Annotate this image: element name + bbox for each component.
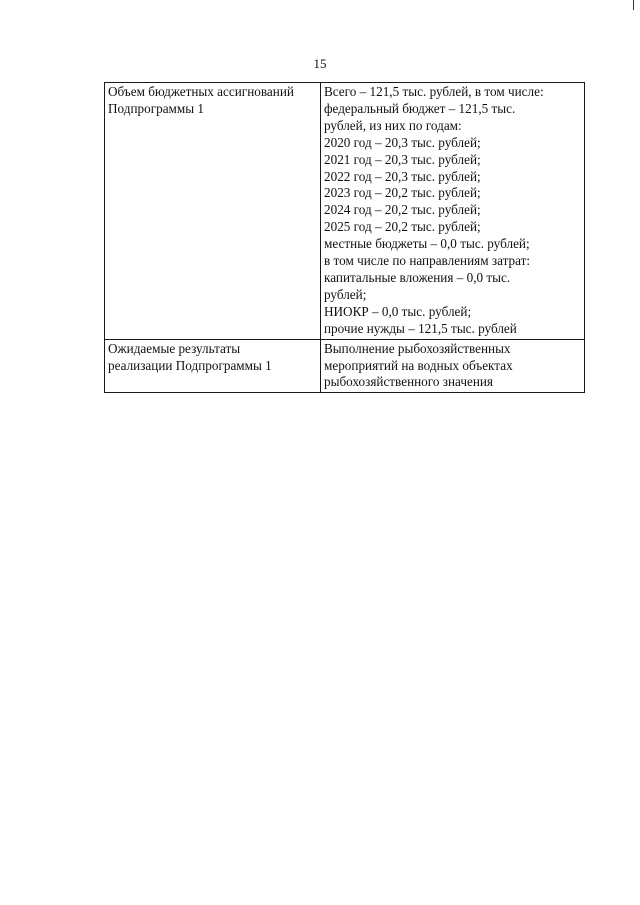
scan-edge-mark — [633, 0, 634, 10]
results-value-cell — [321, 339, 585, 393]
budget-year-line: 2025 год – 20,2 тыс. рублей; — [324, 219, 481, 235]
budget-year-line: 2022 год – 20,3 тыс. рублей; — [324, 168, 481, 184]
budget-year-line: 2023 год – 20,2 тыс. рублей; — [324, 185, 481, 201]
results-value-line: Выполнение рыбохозяйственных — [324, 340, 511, 356]
budget-value-line: в том числе по направлениям затрат: — [324, 253, 531, 269]
budget-label-line: Объем бюджетных ассигнований — [108, 84, 294, 99]
budget-year-line: 2020 год – 20,3 тыс. рублей; — [324, 134, 481, 150]
budget-value-line: рублей, из них по годам: — [324, 117, 462, 133]
results-label-cell — [105, 339, 321, 393]
budget-value-line: федеральный бюджет – 121,5 тыс. — [324, 100, 516, 116]
budget-value-line: капитальные вложения – 0,0 тыс. — [324, 269, 511, 285]
results-value-line: мероприятий на водных объектах — [324, 357, 513, 373]
page-number: 15 — [313, 56, 327, 71]
table-row-budget — [105, 83, 585, 340]
subprogram-table — [104, 82, 585, 393]
budget-total-line: Всего – 121,5 тыс. рублей, в том числе: — [324, 84, 544, 99]
budget-value-cell — [321, 83, 585, 340]
results-value-line: рыбохозяйственного значения — [324, 374, 494, 390]
results-label-line: Ожидаемые результаты — [108, 340, 241, 356]
budget-year-line: 2024 год – 20,2 тыс. рублей; — [324, 202, 481, 218]
budget-year-line: 2021 год – 20,3 тыс. рублей; — [324, 151, 481, 167]
budget-value-line: НИОКР – 0,0 тыс. рублей; — [324, 303, 472, 319]
table-row-results — [105, 339, 585, 393]
budget-label-line: Подпрограммы 1 — [108, 100, 204, 116]
budget-value-line: рублей; — [324, 286, 367, 302]
budget-label-cell — [105, 83, 321, 340]
budget-value-line: прочие нужды – 121,5 тыс. рублей — [324, 320, 517, 336]
results-label-line: реализации Подпрограммы 1 — [108, 357, 272, 373]
budget-value-line: местные бюджеты – 0,0 тыс. рублей; — [324, 236, 530, 252]
